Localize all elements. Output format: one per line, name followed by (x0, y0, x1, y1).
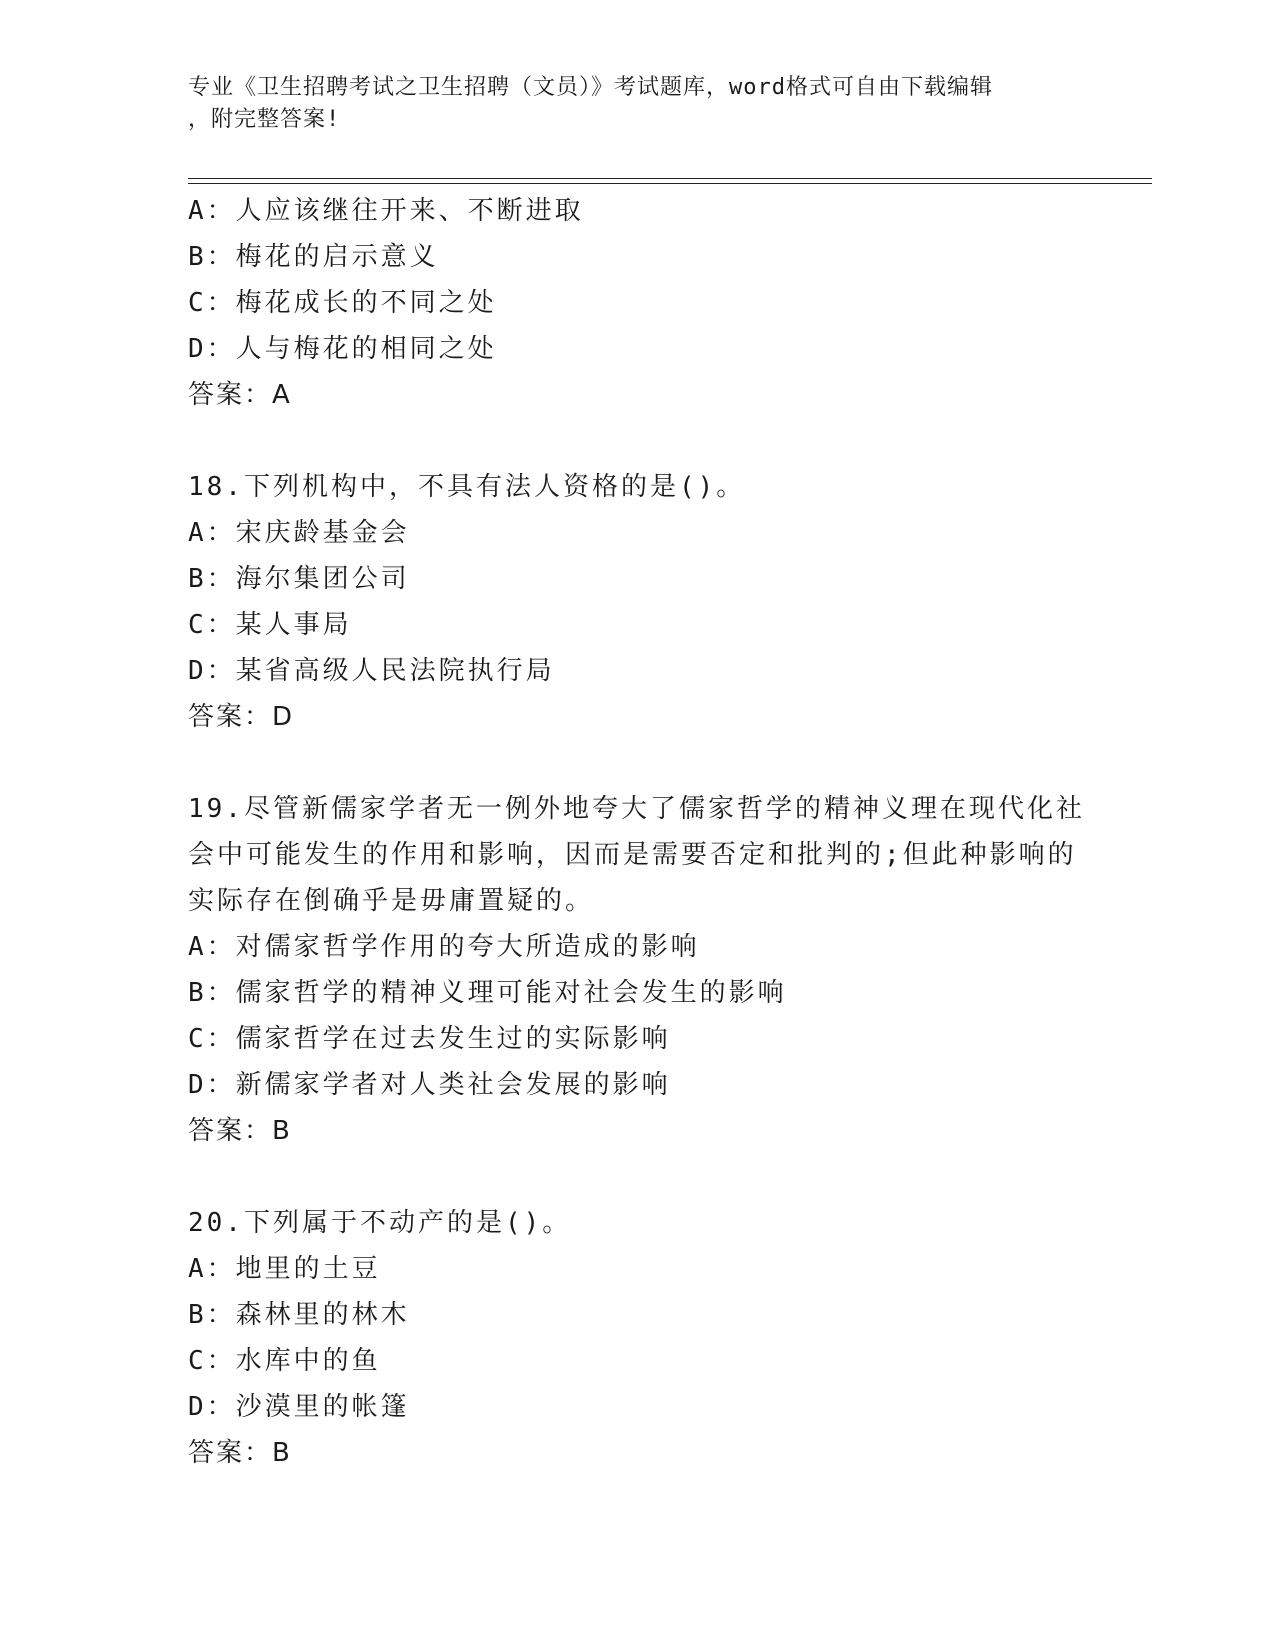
header-line-2: ，附完整答案! (188, 107, 341, 132)
document-header (188, 72, 1088, 136)
option-c: C：水库中的鱼 (188, 1346, 381, 1376)
question-19 (188, 786, 1088, 1154)
option-d: D：沙漠里的帐篷 (188, 1392, 410, 1422)
option-a: A：人应该继往开来、不断进取 (188, 196, 584, 226)
answer-line: 答案：B (188, 1116, 292, 1146)
option-b: B：森林里的林木 (188, 1300, 410, 1330)
question-20 (188, 1200, 1088, 1476)
option-c: C：某人事局 (188, 610, 352, 640)
spacer (188, 1154, 1088, 1200)
question-text-line-2: 会中可能发生的作用和影响，因而是需要否定和批判的;但此种影响的 (188, 840, 1077, 870)
option-b: B：海尔集团公司 (188, 564, 410, 594)
option-d: D：新儒家学者对人类社会发展的影响 (188, 1070, 671, 1100)
option-a: A：宋庆龄基金会 (188, 518, 410, 548)
option-c: C：梅花成长的不同之处 (188, 288, 497, 318)
option-a: A：对儒家哲学作用的夸大所造成的影响 (188, 932, 700, 962)
header-divider-top (188, 178, 1152, 179)
header-divider-bottom (188, 183, 1152, 184)
question-18 (188, 464, 1088, 740)
option-b: B：梅花的启示意义 (188, 242, 439, 272)
spacer (188, 740, 1088, 786)
answer-line: 答案：B (188, 1438, 292, 1468)
spacer (188, 418, 1088, 464)
question-text-line-1: 19.尽管新儒家学者无一例外地夸大了儒家哲学的精神义理在现代化社 (188, 794, 1085, 824)
question-text-line-3: 实际存在倒确乎是毋庸置疑的。 (188, 886, 595, 916)
answer-line: 答案：A (188, 380, 292, 410)
option-c: C：儒家哲学在过去发生过的实际影响 (188, 1024, 671, 1054)
header-line-1: 专业《卫生招聘考试之卫生招聘（文员）》考试题库，word格式可自由下载编辑 (188, 75, 993, 100)
answer-line: 答案：D (188, 702, 295, 732)
option-d: D：某省高级人民法院执行局 (188, 656, 555, 686)
question-text: 20.下列属于不动产的是()。 (188, 1208, 572, 1238)
option-a: A：地里的土豆 (188, 1254, 381, 1284)
question-list (188, 188, 1088, 1476)
option-d: D：人与梅花的相同之处 (188, 334, 497, 364)
option-b: B：儒家哲学的精神义理可能对社会发生的影响 (188, 978, 787, 1008)
question-text: 18.下列机构中，不具有法人资格的是()。 (188, 472, 746, 502)
question-17-tail (188, 188, 1088, 418)
